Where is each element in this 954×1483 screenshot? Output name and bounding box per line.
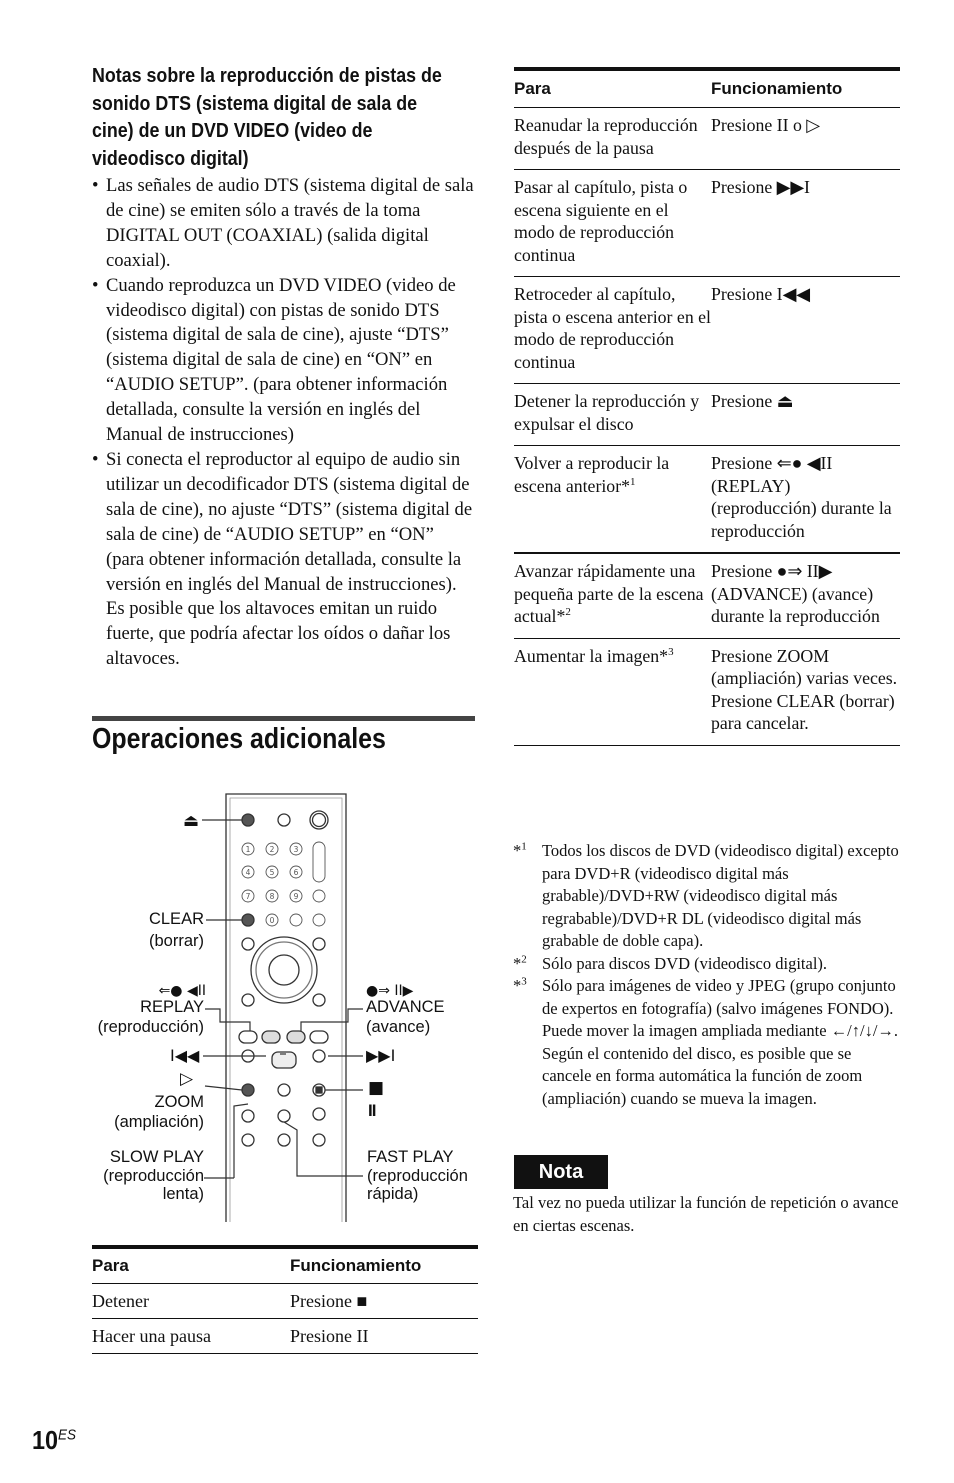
digit-1-label: 1 — [245, 845, 251, 854]
table-row — [514, 277, 900, 384]
table-row — [514, 108, 900, 170]
play-icon: ▷ — [180, 1069, 194, 1089]
footnote: *$^2$ Sólo para discos DVD (videodisco digital). — [513, 953, 828, 973]
stop-icon: ■ — [368, 1078, 385, 1098]
table-cell: Presione I◀◀ — [711, 277, 900, 384]
table-cell: Presione ⏏ — [711, 384, 900, 446]
slow-play-sublabel: (reproducción — [103, 1167, 204, 1185]
fast-play-button — [278, 1110, 290, 1122]
digit-8-label: 8 — [269, 892, 275, 901]
next-icon: ▶▶I — [366, 1046, 396, 1065]
column-header: Para — [92, 1247, 290, 1284]
clear-button — [242, 914, 254, 926]
dpad — [251, 937, 317, 1003]
advance-label: ADVANCE — [366, 998, 445, 1016]
table-cell: Volver a reproducir la escena anterior*$^1$ — [514, 446, 711, 554]
column-header: Funcionamiento — [290, 1247, 478, 1284]
clear-label: CLEAR — [148, 910, 204, 928]
eject-icon: ⏏ — [183, 811, 200, 831]
footnote: *$^1$ Todos los discos de DVD (videodisco digital) excepto para DVD+R (videodisco digital más grabable)/DVD+RW (videodisco digital más regrabable)/DVD+R DL (videodisco digital más grabable de doble capa). — [513, 840, 899, 950]
table-cell: Avanzar rápidamente una pequeña parte de la escena actual*$^2$ — [514, 553, 711, 638]
digit-7-label: 7 — [245, 892, 251, 901]
notes-heading: Notas sobre la reproducción de pistas de sonido DTS (sistema digital de sala de cine) de un DVD VIDEO (video de videodisco digital) — [92, 64, 442, 170]
column-header: Para — [514, 69, 711, 108]
fast-play-sublabel: (reproducción — [367, 1167, 468, 1185]
advance-icon: ●⇒ II▶ — [366, 983, 414, 999]
previous-icon: I◀◀ — [170, 1046, 200, 1065]
table-cell: Aumentar la imagen*$^3$ — [514, 638, 711, 745]
note-text: Tal vez no pueda utilizar la función de repetición o avance en ciertas escenas. — [513, 1193, 899, 1235]
table-row — [514, 384, 900, 446]
table-row — [92, 1284, 478, 1319]
table-cell: Hacer una pausa — [92, 1319, 290, 1354]
table-cell: Presione II — [290, 1319, 478, 1354]
table-cell: Presione ZOOM (ampliación) varias veces. Presione CLEAR (borrar) para cancelar. — [711, 638, 900, 745]
fast-play-sublabel-2: rápida) — [367, 1185, 419, 1203]
footnotes — [513, 840, 899, 1110]
notes-list — [92, 174, 476, 672]
advance-sublabel: (avance) — [366, 1018, 431, 1036]
page-number: $10^{ES}$ — [32, 1425, 77, 1455]
digit-buttons — [242, 842, 325, 926]
replay-button — [262, 1031, 280, 1043]
slow-play-button — [242, 1110, 254, 1122]
eject-button — [242, 814, 254, 826]
slow-play-sublabel-2: lenta) — [162, 1185, 204, 1203]
digit-2-label: 2 — [269, 845, 275, 854]
section-title: Operaciones adicionales — [92, 723, 386, 755]
digit-0-label: 0 — [269, 916, 275, 925]
zoom-sublabel: (ampliación) — [114, 1113, 204, 1131]
table-cell: Presione ▶▶I — [711, 170, 900, 277]
note-label: Nota — [514, 1155, 608, 1189]
table-cell: Pasar al capítulo, pista o escena siguiente en el modo de reproducción continua — [514, 170, 711, 277]
replay-icon: ⇐● ◀II — [158, 983, 206, 999]
digit-4-label: 4 — [245, 868, 251, 877]
replay-sublabel: (reproducción) — [97, 1018, 204, 1036]
table-cell: Detener — [92, 1284, 290, 1319]
fast-play-label: FAST PLAY — [367, 1148, 454, 1166]
digit-6-label: 6 — [293, 868, 299, 877]
table-cell: Presione ●⇒ II▶ (ADVANCE) (avance) durante la reproducción — [711, 553, 900, 638]
zoom-button — [242, 1084, 254, 1096]
table-row — [92, 1319, 478, 1354]
digit-9-label: 9 — [293, 892, 299, 901]
footnote: *$^3$ Sólo para imágenes de video y JPEG (grupo conjunto de expertos en fotografía) (salvo imágenes FONDO). Puede mover la imagen ampliada mediante ←/↑/↓/→. Según el contenido del disco, es posible que se cancele en forma automática la función de zoom (ampliación) cuando se mueva la imagen. — [513, 975, 899, 1108]
table-cell: Presione ⇐● ◀II (REPLAY) (reproducción) durante la reproducción — [711, 446, 900, 554]
table-row — [514, 170, 900, 277]
remote-body — [226, 794, 346, 1222]
clear-sublabel: (borrar) — [148, 932, 204, 950]
operations-table-small — [92, 1245, 478, 1354]
list-item: • Si conecta el reproductor al equipo de audio sin utilizar un decodificador DTS (sistema digital de sala de cine), no ajuste “DTS” (sistema digital de sala de cine) de “AUDIO SETUP” en “ON” (para obtener información detallada, consulte la versión en inglés del Manual de instrucciones). Es posible que los altavoces emitan un ruido fuerte, que podría afectar los oídos o dañar los altavoces. — [92, 448, 476, 672]
pause-icon: II — [368, 1101, 376, 1120]
table-row — [514, 446, 900, 554]
table-row — [514, 553, 900, 638]
advance-button — [287, 1031, 305, 1043]
table-cell: Reanudar la reproducción después de la pausa — [514, 108, 711, 170]
zoom-label: ZOOM — [154, 1093, 204, 1111]
table-cell: Presione ■ — [290, 1284, 478, 1319]
digit-3-label: 3 — [293, 845, 299, 854]
column-header: Funcionamiento — [711, 69, 900, 108]
table-cell: Presione II o ▷ — [711, 108, 900, 170]
list-item: • Cuando reproduzca un DVD VIDEO (video de videodisco digital) con pistas de sonido DTS (sistema digital de sala de cine), ajuste “DTS” (sistema digital de sala de cine) en “ON” en “AUDIO SETUP”. (para obtener información detallada, consulte la versión en inglés del Manual de instrucciones) — [92, 274, 476, 448]
table-cell: Detener la reproducción y expulsar el disco — [514, 384, 711, 446]
operations-table-main — [514, 67, 900, 746]
digit-5-label: 5 — [269, 868, 275, 877]
replay-label: REPLAY — [140, 998, 204, 1016]
table-row — [514, 638, 900, 745]
section-rule — [92, 716, 475, 721]
slow-play-label: SLOW PLAY — [109, 1148, 204, 1166]
list-item: • Las señales de audio DTS (sistema digital de sala de cine) se emiten sólo a través de la toma DIGITAL OUT (COAXIAL) (salida digital coaxial). — [92, 174, 476, 274]
table-cell: Retroceder al capítulo, pista o escena anterior en el modo de reproducción continua — [514, 277, 711, 384]
